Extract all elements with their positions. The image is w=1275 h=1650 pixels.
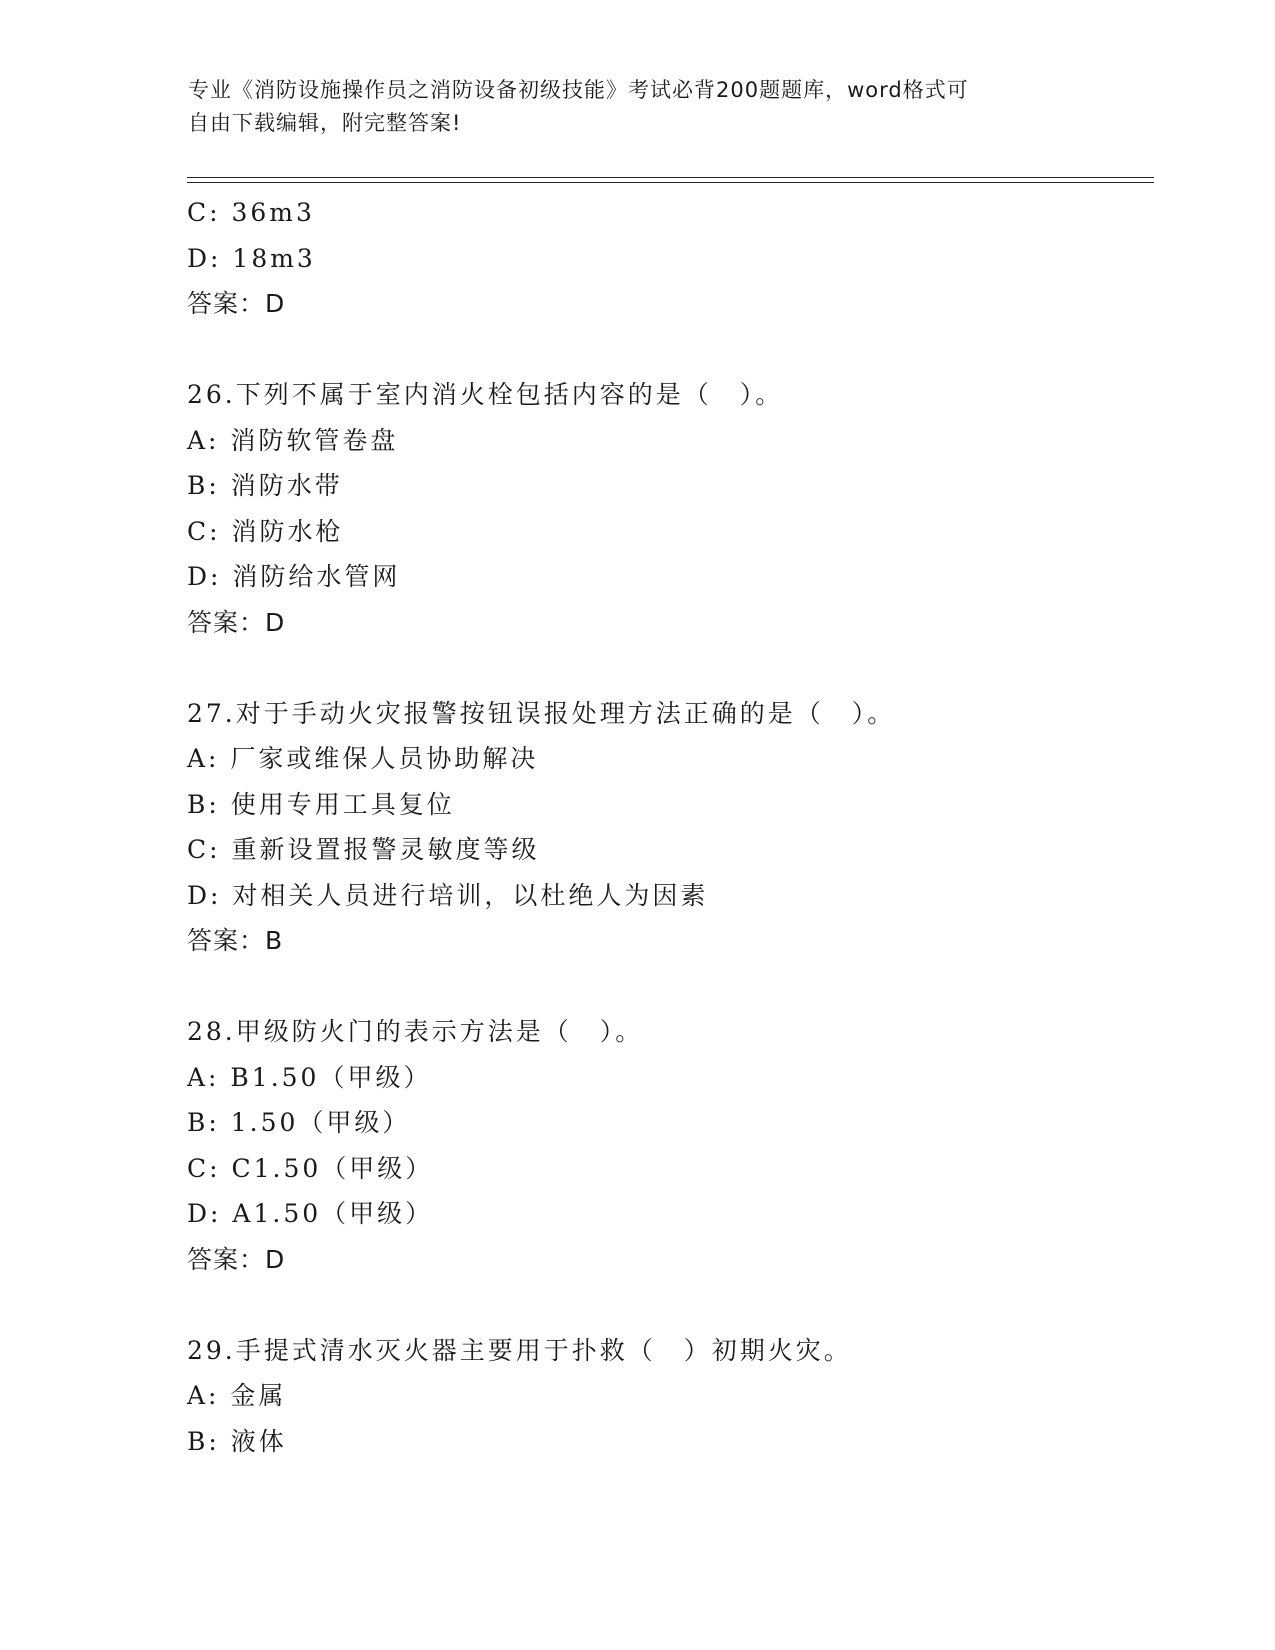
option-a: A: 厂家或维保人员协助解决: [187, 744, 539, 773]
option-b: B: 消防水带: [187, 471, 343, 500]
spacer: [187, 964, 1147, 1010]
option-b: B: 液体: [187, 1426, 287, 1456]
question-29: [187, 1328, 1147, 1465]
option-d: D: A1.50（甲级）: [187, 1199, 434, 1228]
option-a: A: B1.50（甲级）: [187, 1062, 432, 1092]
option-a: A: 金属: [187, 1381, 287, 1410]
question-list: [187, 190, 1147, 1464]
option-b: B: 使用专用工具复位: [187, 789, 455, 819]
question-stem: 29.手提式清水灭火器主要用于扑救（ ）初期火灾。: [187, 1335, 852, 1365]
header-divider-top: [187, 177, 1154, 178]
answer-line: 答案：D: [187, 289, 286, 318]
option-d: D: 18m3: [187, 243, 316, 273]
document-header: [188, 74, 1088, 140]
spacer: [187, 645, 1147, 691]
question-stem: 26.下列不属于室内消火栓包括内容的是（ ）。: [187, 380, 784, 409]
question-26: [187, 372, 1147, 645]
option-c: C: 重新设置报警灵敏度等级: [187, 835, 540, 864]
spacer: [187, 1282, 1147, 1328]
header-divider-bottom: [187, 182, 1154, 183]
question-28: [187, 1009, 1147, 1282]
option-b: B: 1.50（甲级）: [187, 1108, 411, 1137]
answer-line: 答案：D: [187, 607, 286, 637]
option-c: C: C1.50（甲级）: [187, 1153, 434, 1183]
question-27: [187, 691, 1147, 964]
header-title-line-1: 专业《消防设施操作员之消防设备初级技能》考试必背200题题库，word格式可: [188, 78, 969, 102]
spacer: [187, 327, 1147, 373]
answer-line: 答案：D: [187, 1244, 286, 1274]
option-a: A: 消防软管卷盘: [187, 425, 399, 455]
option-d: D: 对相关人员进行培训，以杜绝人为因素: [187, 880, 709, 910]
question-25-tail: [187, 190, 1147, 327]
question-stem: 27.对于手动火灾报警按钮误报处理方法正确的是（ ）。: [187, 698, 896, 728]
question-stem: 28.甲级防火门的表示方法是（ ）。: [187, 1017, 644, 1046]
header-title-line-2: 自由下载编辑，附完整答案!: [188, 111, 462, 135]
option-c: C: 消防水枪: [187, 516, 344, 546]
option-d: D: 消防给水管网: [187, 562, 401, 591]
option-c: C: 36m3: [187, 198, 315, 227]
answer-line: 答案：B: [187, 926, 284, 955]
